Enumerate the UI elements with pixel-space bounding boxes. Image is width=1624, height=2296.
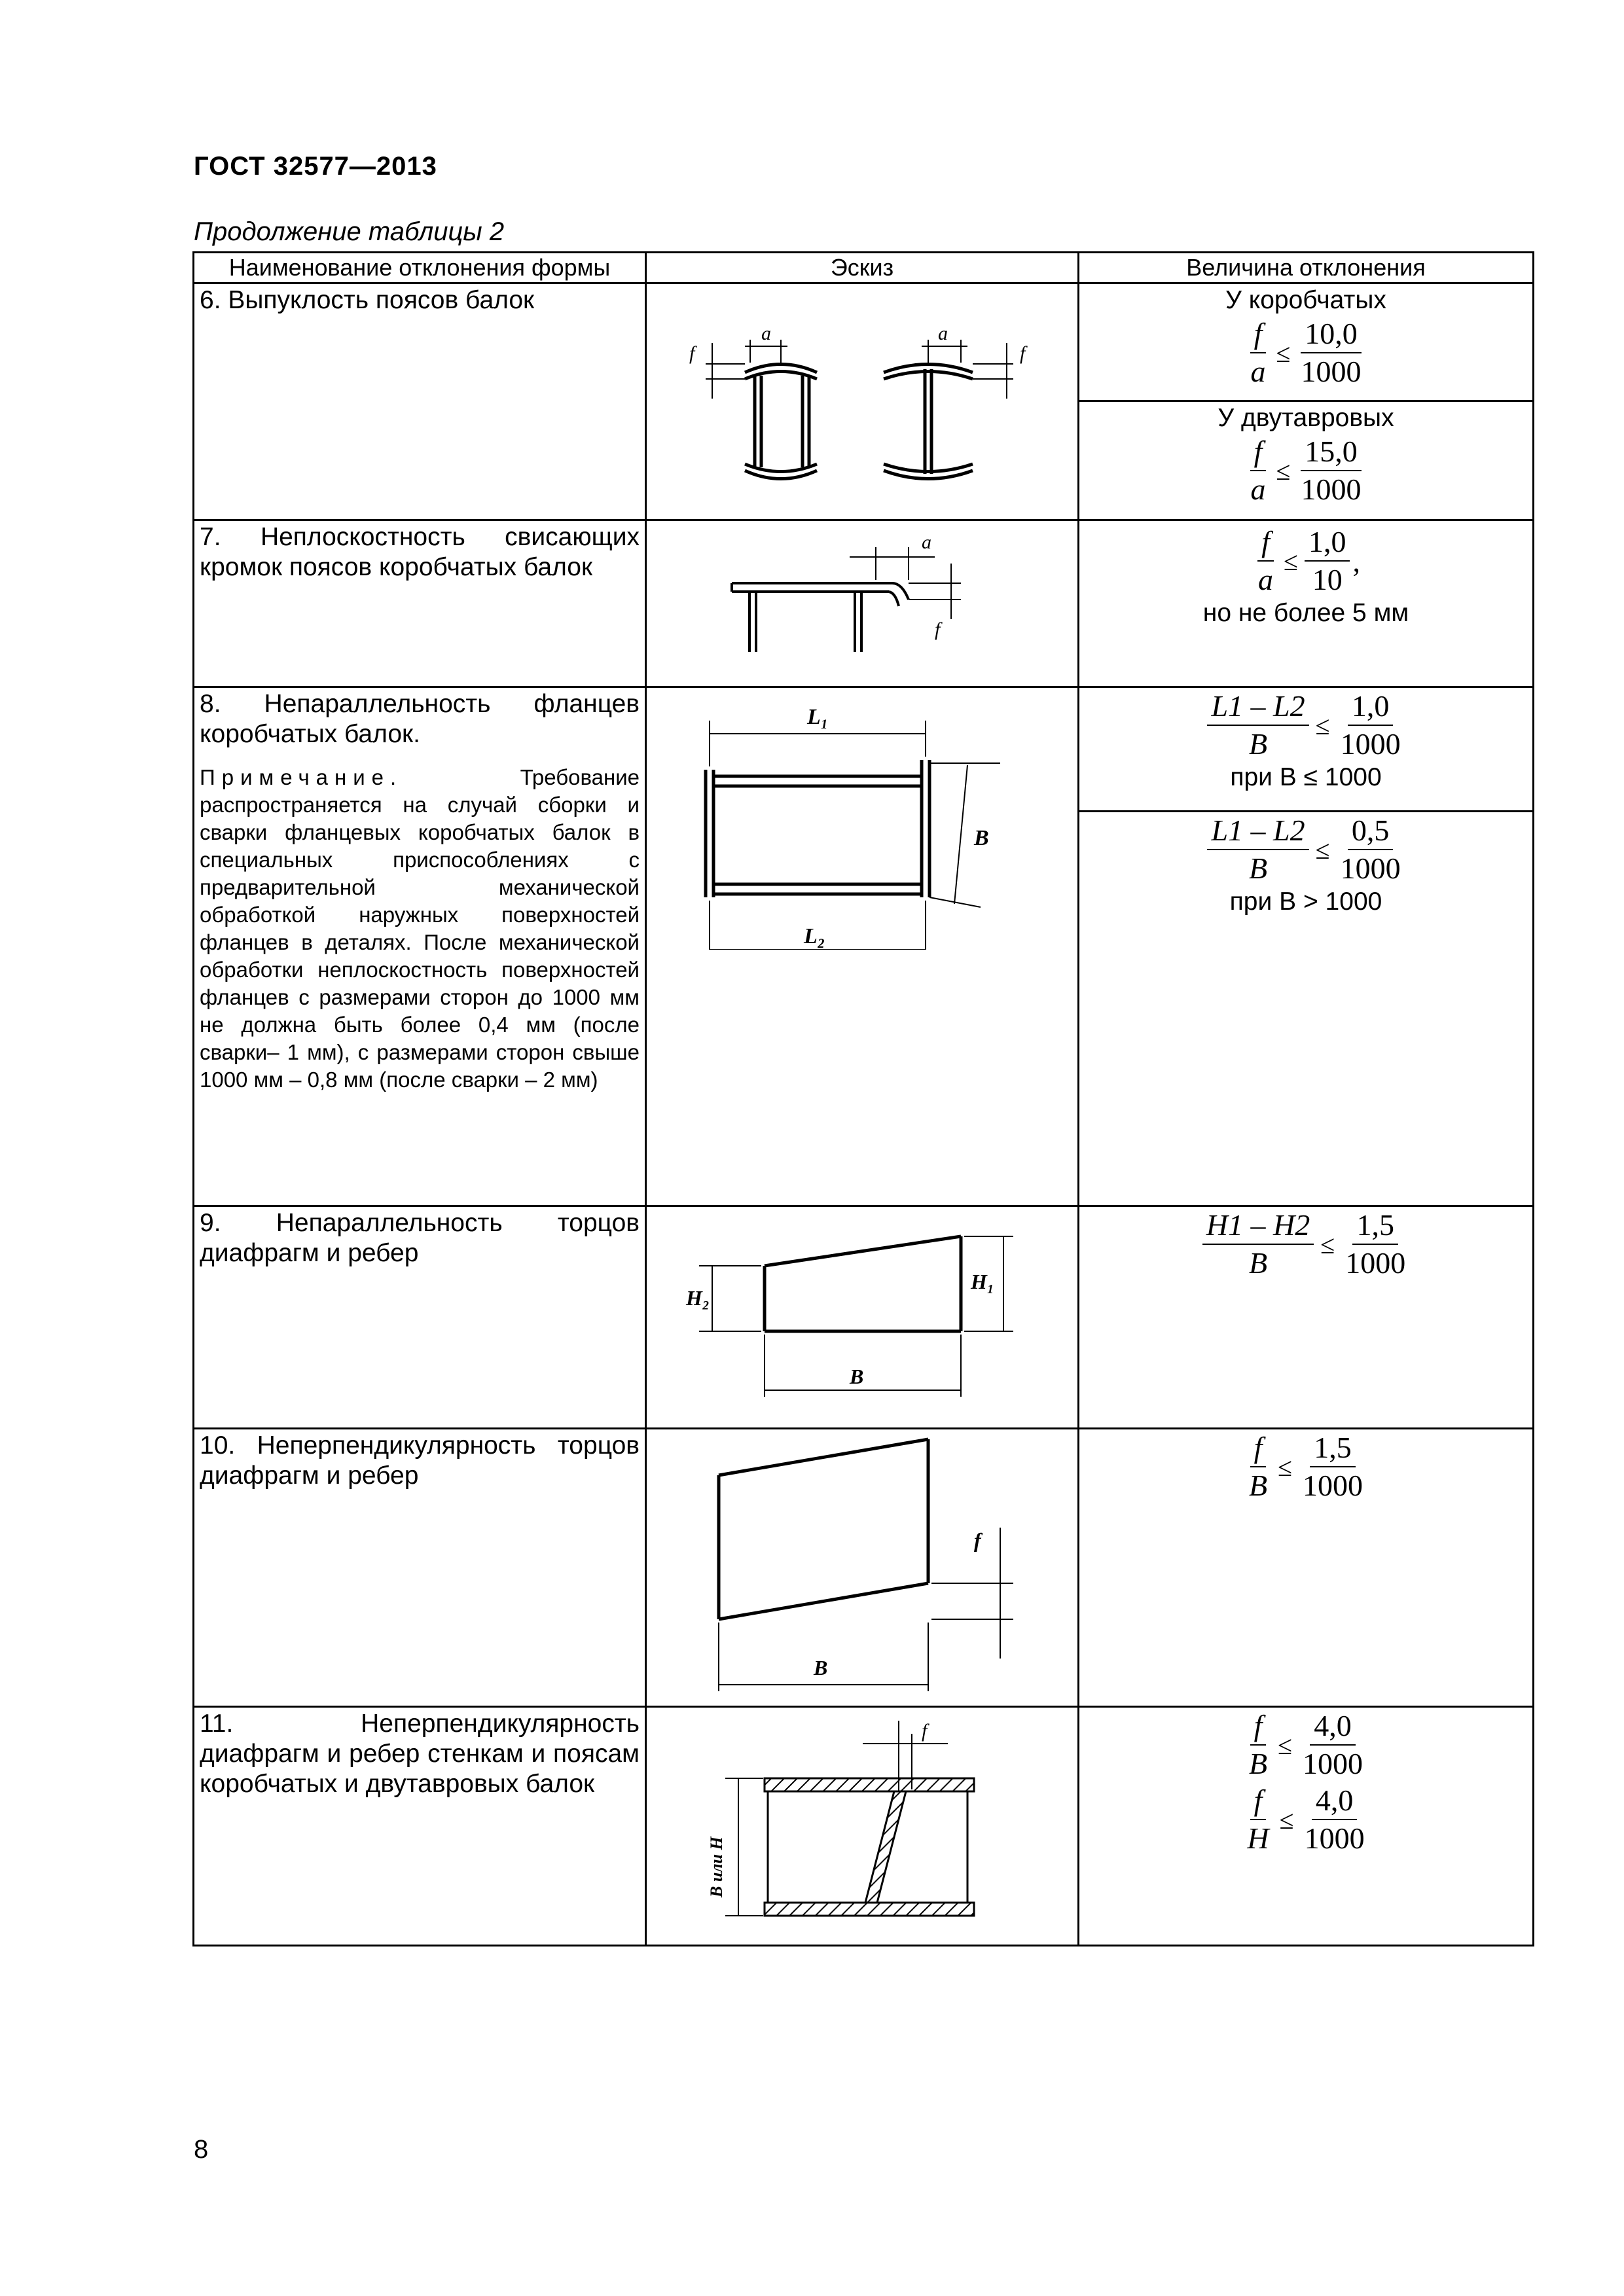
formula: $\frac{f}{H}$ ≤ $\frac{4,0}{1000}$	[1247, 1784, 1365, 1855]
document-code: ГОСТ 32577—2013	[194, 152, 437, 181]
beam-flange-convexity-sketch	[647, 284, 1076, 517]
sketch-label-H1: H₁	[971, 1270, 995, 1293]
table-row	[194, 283, 1534, 520]
note-text: Требование распространяется на случай сборки и сварки фланцевых коробчатых балок в специальных приспособлениях с предварительной механической обработкой наружных поверхностей фланцев в деталях. После механической обработки неплоскостность поверхностей фланцев с размерами сторон до 1000 мм не должна быть более 0,4 мм (после сварки– 1 мм), с размерами сторон свыше 1000 мм – 0,8 мм (после сварки – 2 мм)	[200, 765, 640, 1092]
value-box-part	[1079, 812, 1532, 917]
value-condition: при B > 1000	[1229, 888, 1382, 916]
row-name: 8. Непараллельность фланцев коробчатых балок.	[200, 690, 640, 748]
row-7-value-cell	[1079, 520, 1534, 687]
row-6-name-cell	[194, 283, 646, 520]
note-label: Примечание.	[200, 765, 403, 789]
row-10-value-cell	[1079, 1429, 1534, 1707]
column-header-value: Величина отклонения	[1079, 253, 1534, 283]
formula: $\frac{f}{a}$ ≤ $\frac{1,0}{10}$ ,	[1258, 525, 1360, 596]
formula: $\frac{f}{a}$ ≤ $\frac{15,0}{1000}$	[1250, 435, 1362, 506]
formula: $\frac{f}{a}$ ≤ $\frac{10,0}{1000}$	[1250, 317, 1362, 388]
table-row	[194, 687, 1534, 1206]
page-number: 8	[194, 2135, 209, 2164]
row-name: 10. Неперпендикулярность торцов диафрагм и ребер	[200, 1431, 640, 1490]
table-row	[194, 520, 1534, 687]
diaphragm-end-parallelism-sketch	[647, 1207, 1076, 1426]
diaphragm-end-perpendicularity-sketch	[647, 1429, 1076, 1704]
row-10-sketch-cell	[646, 1429, 1079, 1707]
row-8-value-cell	[1079, 687, 1534, 1206]
row-11-name-cell	[194, 1707, 646, 1946]
row-name: 11. Неперпендикулярность диафрагм и ребер стенкам и поясам коробчатых и двутавровых балок	[200, 1710, 640, 1798]
value-title: У коробчатых	[1225, 286, 1386, 314]
formula: $\frac{f}{B}$ ≤ $\frac{4,0}{1000}$	[1248, 1709, 1363, 1780]
value-box-part	[1079, 688, 1532, 812]
row-7-sketch-cell	[646, 520, 1079, 687]
sketch-label-f: f	[689, 342, 695, 364]
flange-edge-flatness-sketch	[647, 521, 1076, 685]
column-header-sketch: Эскиз	[646, 253, 1079, 283]
sketch-label-f: f	[1020, 342, 1026, 364]
value-title: У двутавровых	[1218, 404, 1394, 432]
row-name: 7. Неплоскостность свисающих кромок поясов коробчатых балок	[200, 523, 640, 581]
row-note	[194, 749, 645, 1094]
row-6-sketch-cell	[646, 283, 1079, 520]
row-6-value-cell	[1079, 283, 1534, 520]
sketch-label-a: a	[761, 323, 771, 344]
sketch-label-f: f	[922, 1720, 928, 1742]
sketch-label-L2: L₂	[804, 924, 825, 948]
table-row	[194, 1206, 1534, 1429]
diaphragm-web-perpendicularity-sketch	[647, 1708, 1076, 1943]
sketch-label-L1: L₁	[807, 705, 829, 729]
row-9-sketch-cell	[646, 1206, 1079, 1429]
sketch-label-B: B	[850, 1365, 864, 1388]
flange-parallelism-sketch	[647, 688, 1076, 950]
sketch-label-f: f	[935, 619, 941, 640]
table-row	[194, 1707, 1534, 1946]
sketch-label-H2: H₂	[686, 1286, 710, 1310]
sketch-label-a: a	[922, 531, 931, 553]
row-7-name-cell	[194, 520, 646, 687]
row-11-sketch-cell	[646, 1707, 1079, 1946]
value-box-part	[1079, 402, 1532, 518]
formula: $\frac{L1 - L2}{B}$ ≤ $\frac{1,0}{1000}$	[1079, 688, 1532, 762]
sketch-label-f: f	[974, 1528, 981, 1552]
value-box-part	[1079, 284, 1532, 402]
row-11-value-cell	[1079, 1707, 1534, 1946]
row-10-name-cell	[194, 1429, 646, 1707]
table-caption: Продолжение таблицы 2	[194, 217, 505, 246]
value-note: но не более 5 мм	[1202, 599, 1409, 627]
table-header-row	[194, 253, 1534, 283]
row-9-name-cell	[194, 1206, 646, 1429]
value-condition: при B ≤ 1000	[1230, 763, 1382, 791]
formula: $\frac{f}{B}$ ≤ $\frac{1,5}{1000}$	[1248, 1431, 1363, 1502]
row-name: 9. Непараллельность торцов диафрагм и ребер	[200, 1209, 640, 1267]
sketch-label-B: B	[814, 1656, 828, 1679]
deviation-table	[192, 251, 1534, 1946]
row-8-sketch-cell	[646, 687, 1079, 1206]
formula: $\frac{L1 - L2}{B}$ ≤ $\frac{0,5}{1000}$	[1079, 812, 1532, 887]
column-header-name: Наименование отклонения формы	[194, 253, 646, 283]
row-9-value-cell	[1079, 1206, 1534, 1429]
formula: $\frac{H1 - H2}{B}$ ≤ $\frac{1,5}{1000}$	[1079, 1207, 1532, 1282]
sketch-label-B: B	[974, 826, 989, 850]
table-row	[194, 1429, 1534, 1707]
sketch-label-a: a	[938, 323, 948, 344]
row-8-name-cell	[194, 687, 646, 1206]
sketch-label-BH: B или H	[707, 1837, 726, 1897]
row-name: 6. Выпуклость поясов балок	[200, 286, 535, 314]
